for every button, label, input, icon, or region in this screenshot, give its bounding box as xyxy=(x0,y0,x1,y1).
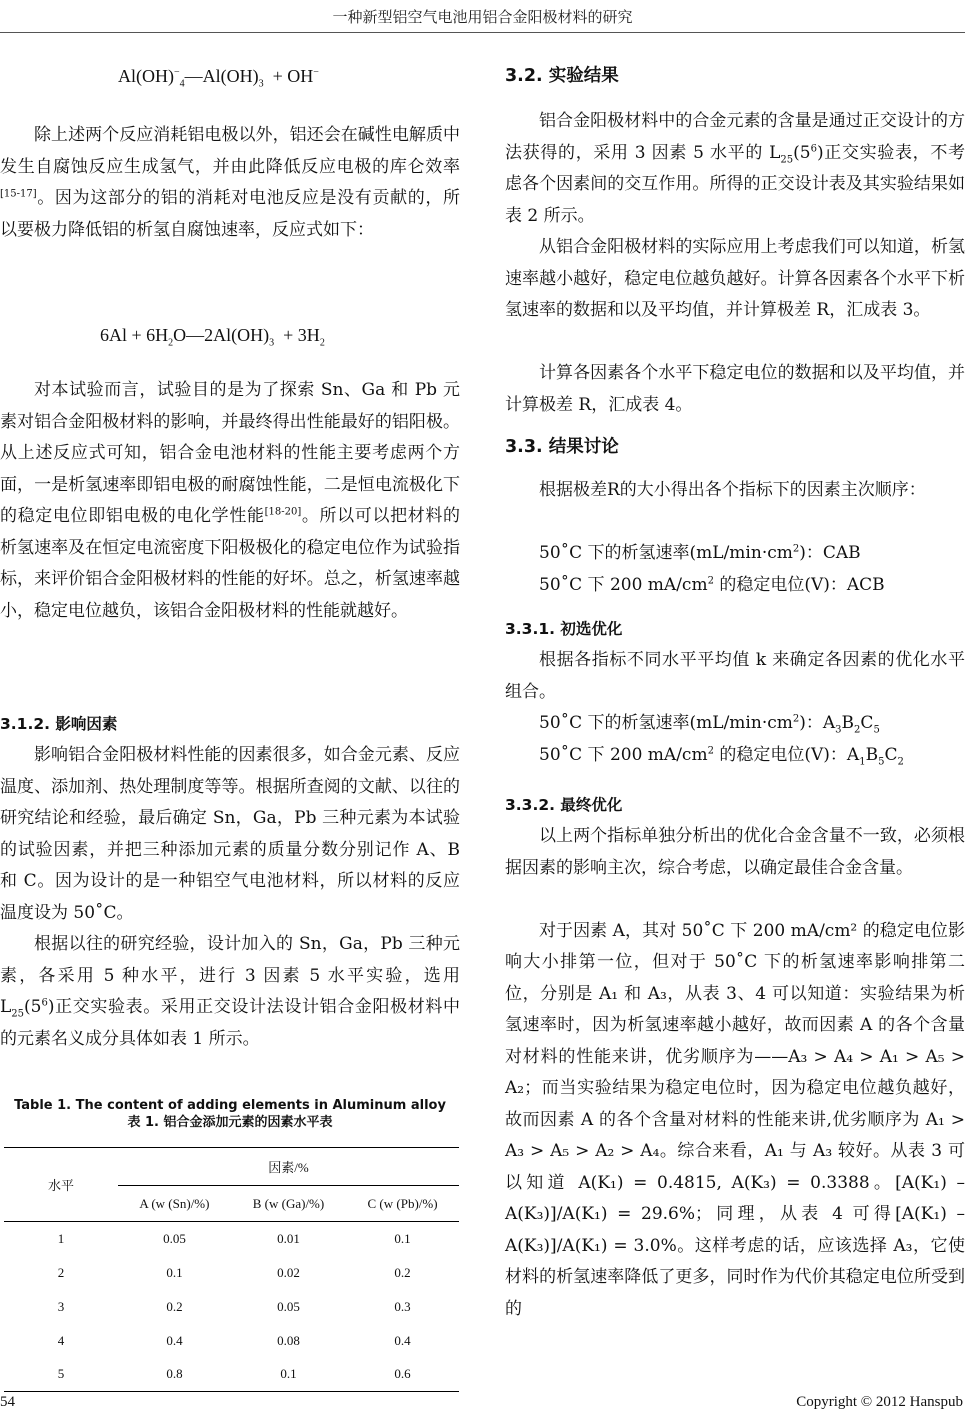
table-header-b: B (w (Ga)/%) xyxy=(252,1195,325,1211)
paragraph: 除上述两个反应消耗铝电极以外，铝还会在碱性电解质中发生自腐蚀反应生成氢气，并由此降低反应电极的库仑效率[15-17]。因为这部分的铝的消耗对电池反应是没有贡献的，所以要极力降低铝的析氢自腐蚀速率，反应式如下： xyxy=(0,125,460,240)
table-header-c: C (w (Pb)/%) xyxy=(367,1195,438,1211)
equation-1: $Al(OH)^-_4—Al(OH)_3 + OH^-$ xyxy=(118,66,319,90)
result-line: 50˚C 下 200 $mA/cm^2$ 的稳定电位(V)：ACB xyxy=(539,574,885,595)
result-line: 50˚C 下的析氢速率$(mL/\min\cdot cm^2)$：CAB xyxy=(539,543,861,563)
running-header: 一种新型铝空气电池用铝合金阳极材料的研究 xyxy=(332,8,633,26)
left-column xyxy=(0,58,460,1392)
factor-level-table xyxy=(4,1147,459,1392)
page-number: 54 xyxy=(0,1394,15,1410)
paragraph: 计算各因素各个水平下稳定电位的数据和以及平均值，并计算极差 R，汇成表 4。 xyxy=(505,363,965,415)
table-row: 4 0.4 0.08 0.4 xyxy=(57,1332,411,1348)
paragraph: 以上两个指标单独分析出的优化合金含量不一致，必须根据因素的影响主次，综合考虑，以确定最佳合金含量。 xyxy=(505,826,965,878)
table-row: 2 0.1 0.02 0.2 xyxy=(57,1264,411,1280)
table-header-a: A (w (Sn)/%) xyxy=(139,1195,210,1211)
header-divider xyxy=(0,32,965,33)
paragraph: 对于因素 A，其对 50˚C 下 200 mA/cm² 的稳定电位影响大小排第一位，但对于 50˚C 下的析氢速率影响排第二位，分别是 A₁ 和 A₃，从表 3、4 可以知道：实验结果为析氢速率时，因为析氢速率越小越好，故而因素 A 的各个含量对材料的性能来讲，优劣顺序为——A₃ > A₄ > A₁ > A₅ > A₂；而当实验结果为稳定电位时，因为稳定电位越负越好，故而因素 A 的各个含量对材料的性能来讲,优劣顺序为 A₁ > A₃ > A₅ > A₂ > A₄。综合来看，A₁ 与 A₃ 较好。从表 3 可以知道 A(K₁) = 0.4815, A(K₃) = 0.3388。[A(K₁) – A(K₃)]/A(K₁) = 29.6%；同理，从表 4 可得[A(K₁) – A(K₃)]/A(K₁) = 3.0%。这样考虑的话，应该选择 A₃，它使材料的析氢速率降低了更多，同时作为代价其稳定电位所受到的 xyxy=(505,920,965,1319)
paragraph: 铝合金阳极材料中的合金元素的含量是通过正交设计的方法获得的，采用 3 因素 5 水平的 $L_{25}(5^6)$正交实验表，不考虑各个因素间的交互作用。所得的正交设计表及其实验结果如表 2 所示。 xyxy=(505,111,965,226)
table-header-level: 水平 xyxy=(47,1178,74,1193)
table-caption-en: Table 1. The content of adding elements in Aluminum alloy xyxy=(14,1098,446,1113)
section-heading: 3.3.2. 最终优化 xyxy=(505,796,623,814)
equation-2: $6Al + 6H_2O—2Al(OH)_3 + 3H_2$ xyxy=(100,325,325,349)
paragraph: 根据以往的研究经验，设计加入的 Sn，Ga，Pb 三种元素，各采用 5 种水平，进行 3 因素 5 水平实验，选用 $L_{25}(5^6)$正交实验表。采用正交设计法设计铝合金阳极材料中的元素名义成分具体如表 1 所示。 xyxy=(0,934,460,1049)
paragraph: 影响铝合金阳极材料性能的因素很多，如合金元素、反应温度、添加剂、热处理制度等等。根据所查阅的文献、以往的研究结论和经验，最后确定 Sn，Ga，Pb 三种元素为本试验的试验因素，并把三种添加元素的质量分数分别记作 A、B 和 C。因为设计的是一种铝空气电池材料，所以材料的反应温度设为 50˚C。 xyxy=(0,745,460,923)
table-row: 5 0.8 0.1 0.6 xyxy=(4,1358,459,1392)
copyright: Copyright © 2012 Hanspub xyxy=(796,1394,963,1410)
paragraph: 对本试验而言，试验目的是为了探索 Sn、Ga 和 Pb 元素对铝合金阳极材料的影响，并最终得出性能最好的铝阳极。从上述反应式可知，铝合金电池材料的性能主要考虑两个方面，一是析氢速率即铝电极的耐腐蚀性能，二是恒电流极化下的稳定电位即铝电极的电化学性能[18-20]。所以可以把材料的析氢速率及在恒定电流密度下阳极极化的稳定电位作为试验指标，来评价铝合金阳极材料的性能的好坏。总之，析氢速率越小，稳定电位越负，该铝合金阳极材料的性能就越好。 xyxy=(0,380,461,621)
result-line: 50˚C 下的析氢速率$(mL/\min\cdot cm^2)$：$A_3B_2C_5$ xyxy=(539,713,880,736)
table-header-factor: 因素/% xyxy=(118,1148,459,1186)
paragraph: 根据各指标不同水平平均值 k 来确定各因素的优化水平组合。 xyxy=(505,650,965,702)
table-row: 1 0.05 0.01 0.1 xyxy=(57,1230,411,1246)
paragraph: 从铝合金阳极材料的实际应用上考虑我们可以知道，析氢速率越小越好，稳定电位越负越好。计算各因素各个水平下析氢速率的数据和以及平均值，并计算极差 R，汇成表 3。 xyxy=(505,237,965,320)
section-heading: 3.2. 实验结果 xyxy=(505,66,619,86)
table-row: 3 0.2 0.05 0.3 xyxy=(57,1298,411,1314)
section-heading: 3.3.1. 初选优化 xyxy=(505,620,623,638)
result-line: 50˚C 下 200 $mA/cm^2$ 的稳定电位(V)：$A_1B_5C_2$ xyxy=(539,744,904,767)
right-column xyxy=(505,58,965,1325)
paragraph: 根据极差R的大小得出各个指标下的因素主次顺序： xyxy=(539,480,926,500)
table-caption-cn: 表 1. 铝合金添加元素的因素水平表 xyxy=(127,1115,333,1130)
section-heading: 3.3. 结果讨论 xyxy=(505,437,619,457)
section-heading: 3.1.2. 影响因素 xyxy=(0,715,118,733)
